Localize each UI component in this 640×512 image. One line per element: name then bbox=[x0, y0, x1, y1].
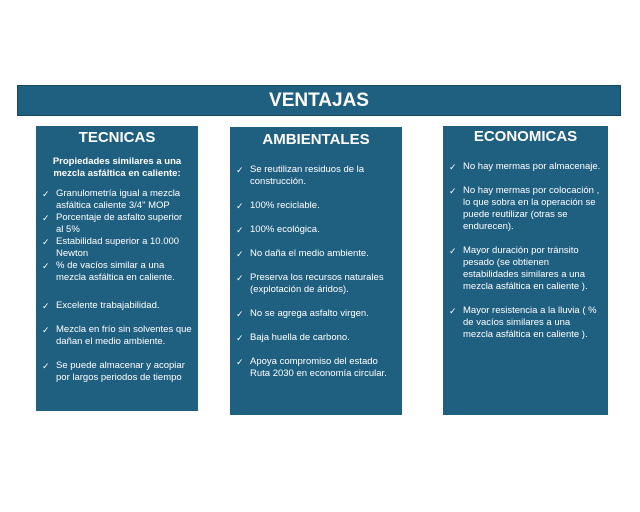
tecnicas-intro: Propiedades similares a una mezcla asfáltica en caliente: bbox=[52, 156, 182, 179]
list-item: ✓ Mayor resistencia a la lluvia ( % de vacíos similares a una mezcla asfáltica en caliente ). bbox=[449, 305, 597, 340]
checkmark-icon: ✓ bbox=[236, 309, 244, 319]
list-item: ✓ Granulometría igual a mezcla asfáltica caliente 3/4" MOP bbox=[42, 188, 181, 211]
checkmark-icon: ✓ bbox=[42, 213, 50, 223]
checkmark-icon: ✓ bbox=[449, 162, 457, 172]
checkmark-icon: ✓ bbox=[236, 273, 244, 283]
ambientales-title: AMBIENTALES bbox=[262, 131, 370, 148]
economicas-panel bbox=[443, 126, 608, 415]
checkmark-icon: ✓ bbox=[42, 261, 50, 271]
list-item: ✓ % de vacíos similar a una mezcla asfáltica en caliente. bbox=[42, 260, 175, 283]
checkmark-icon: ✓ bbox=[449, 246, 457, 256]
checkmark-icon: ✓ bbox=[236, 201, 244, 211]
economicas-list bbox=[443, 161, 608, 341]
page-title: VENTAJAS bbox=[269, 90, 369, 111]
list-item: ✓ Preserva los recursos naturales (explotación de áridos). bbox=[236, 272, 384, 295]
list-item: ✓ Excelente trabajabilidad. bbox=[42, 300, 160, 311]
checkmark-icon: ✓ bbox=[42, 237, 50, 247]
list-item: ✓ No se agrega asfalto virgen. bbox=[236, 308, 369, 319]
checkmark-icon: ✓ bbox=[236, 165, 244, 175]
checkmark-icon: ✓ bbox=[236, 333, 244, 343]
ambientales-list bbox=[230, 164, 402, 380]
tecnicas-title: TECNICAS bbox=[78, 129, 156, 146]
tecnicas-panel bbox=[36, 126, 198, 411]
ambientales-panel bbox=[230, 127, 402, 415]
checkmark-icon: ✓ bbox=[449, 306, 457, 316]
checkmark-icon: ✓ bbox=[42, 189, 50, 199]
list-item: ✓ Porcentaje de asfalto superior al 5% bbox=[42, 212, 183, 235]
list-item: ✓ Se reutilizan residuos de la construcción. bbox=[236, 164, 365, 187]
list-item: ✓ Estabilidad superior a 10.000 Newton bbox=[42, 236, 180, 259]
list-item: ✓ Se puede almacenar y acopiar por largos periodos de tiempo bbox=[42, 360, 185, 383]
economicas-title: ECONOMICAS bbox=[473, 128, 578, 145]
checkmark-icon: ✓ bbox=[236, 225, 244, 235]
list-item: ✓ Apoya compromiso del estado Ruta 2030 en economía circular. bbox=[236, 356, 387, 379]
checkmark-icon: ✓ bbox=[236, 249, 244, 259]
list-item: ✓ No daña el medio ambiente. bbox=[236, 248, 369, 259]
checkmark-icon: ✓ bbox=[42, 301, 50, 311]
list-item: ✓ 100% reciclable. bbox=[236, 200, 320, 211]
list-item: ✓ 100% ecológica. bbox=[236, 224, 320, 235]
list-item: ✓ Mezcla en frío sin solventes que dañan el medio ambiente. bbox=[42, 324, 192, 347]
tecnicas-list bbox=[36, 188, 198, 384]
list-item: ✓ No hay mermas por colocación , lo que sobra en la operación se puede reutilizar (otras se endurecen). bbox=[449, 185, 600, 232]
checkmark-icon: ✓ bbox=[42, 361, 50, 371]
checkmark-icon: ✓ bbox=[42, 325, 50, 335]
list-item: ✓ Baja huella de carbono. bbox=[236, 332, 350, 343]
checkmark-icon: ✓ bbox=[236, 357, 244, 367]
list-item: ✓ Mayor duración por tránsito pesado (se obtienen estabilidades similares a una mezcla asfáltica en caliente ). bbox=[449, 245, 588, 292]
ventajas-banner bbox=[17, 85, 621, 116]
checkmark-icon: ✓ bbox=[449, 186, 457, 196]
list-item: ✓ No hay mermas por almacenaje. bbox=[449, 161, 601, 172]
